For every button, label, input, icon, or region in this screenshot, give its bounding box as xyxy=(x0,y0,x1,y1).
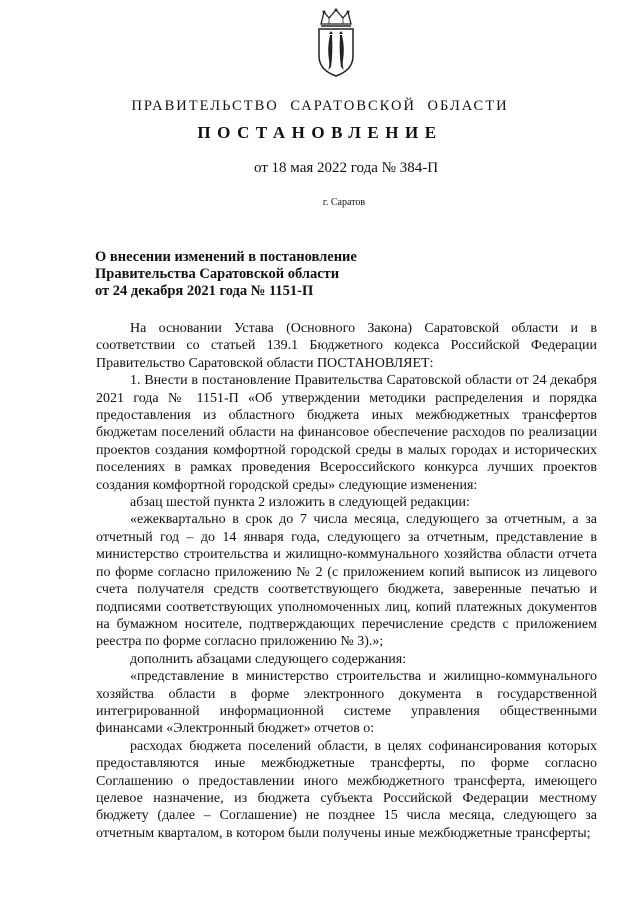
body-paragraph: дополнить абзацами следующего содержания: xyxy=(130,651,407,667)
subject-line: Правительства Саратовской области xyxy=(95,266,340,282)
document-body xyxy=(96,320,597,842)
decree-date-number: от 18 мая 2022 года № 384-П xyxy=(253,160,439,176)
body-paragraph: На основании Устава (Основного Закона) Саратовской области и в соответствии со статьей 139.1 Бюджетного кодекса Российской Федерации Правительство Саратовской области ПОСТАНОВЛЯЕТ: xyxy=(96,321,597,371)
body-paragraph: абзац шестой пункта 2 изложить в следующей редакции: xyxy=(130,495,470,511)
body-paragraph: 1. Внести в постановление Правительства Саратовской области от 24 декабря 2021 года № 1151-П «Об утверждении методики распределения и порядка предоставления из областного бюджета иных межбюджетных трансфертов бюджетам поселений области на финансовое обеспечение расходов по реализации проектов создания комфортной городской среды в малых городах и исторических поселениях в рамках проведения Всероссийского конкурса лучших проектов создания комфортной городской среды» следующие изменения: xyxy=(96,373,597,493)
document-subject xyxy=(95,249,357,300)
body-paragraph: «ежеквартально в срок до 7 числа месяца, следующего за отчетным, а за отчетный год – до 14 января года, следующего за отчетным, представление в министерство строительства и жилищно-коммунального хозяйства области отчета по форме согласно приложению № 2 (с приложением копий выписок из лицевого счета получателя средств соответствующего бюджета, заверенные печатью и подписями соответствующих уполномоченных лиц, копий платежных документов на бумажном носителе, подтверждающих перечисление средств с приложением реестра по форме согласно приложению № 3).»; xyxy=(96,512,597,650)
body-paragraph: расходах бюджета поселений области, в целях софинансирования которых предоставляются иные межбюджетные трансферты, по форме согласно Соглашению о предоставлении иного межбюджетного трансферта, имеющего целевое назначение, из бюджета субъекта Российской Федерации местному бюджету (далее – Соглашение) не позднее 15 числа месяца, следующего за отчетным кварталом, в котором были получены иные межбюджетные трансферты; xyxy=(96,738,597,841)
government-name: ПРАВИТЕЛЬСТВО САРАТОВСКОЙ ОБЛАСТИ xyxy=(131,98,509,114)
saratov-coat-of-arms-icon xyxy=(315,8,357,78)
subject-line: О внесении изменений в постановление xyxy=(95,249,357,265)
document-type-title: ПОСТАНОВЛЕНИЕ xyxy=(197,123,443,142)
city-name: г. Саратов xyxy=(322,197,366,208)
body-paragraph: «представление в министерство строительства и жилищно-коммунального хозяйства области в форме электронного документа в государственной интегрированной информационной системе управления общественными финансами «Электронный бюджет» отчетов о: xyxy=(96,669,597,737)
subject-line: от 24 декабря 2021 года № 1151-П xyxy=(95,283,314,299)
